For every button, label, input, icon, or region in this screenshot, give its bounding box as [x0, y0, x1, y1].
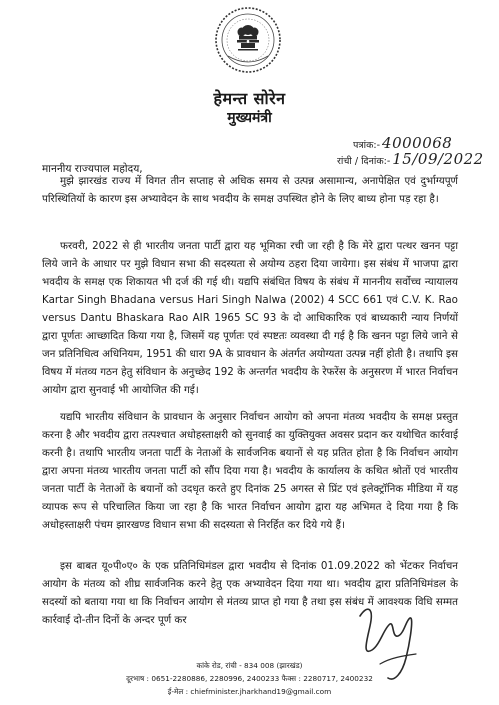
salutation: माननीय राज्यपाल महोदय, — [42, 163, 143, 175]
date-label: रांची / दिनांक — [337, 156, 384, 167]
paragraph-2: फरवरी, 2022 से ही भारतीय जनता पार्टी द्वारा यह भूमिका रची जा रही है कि मेरे द्वारा पत्थर खनन पट्टा लिये जाने के आधार पर मुझे विधान सभा की सदस्यता से अयोग्य ठहरा दिया जायेगा। इस संबंध में भाजपा द्वारा भवदीय के समक्ष एक शिकायत भी दर्ज की गई थी। यद्यपि संबंधित विषय के संबंध में माननीय सर्वोच्च न्यायालय Kartar Singh Bhadana versus Hari Singh Nalwa (2002) 4 SCC 661 एवं C.V. K. Rao versus Dantu Bhaskara Rao AIR 1965 SC 93 के दो आधिकारिक एवं बाध्यकारी न्याय निर्णयों द्वारा पूर्णतः आच्छादित किया गया है, जिसमें यह पूर्णतः एवं स्पष्टतः व्यवस्था दी गई है कि खनन पट्टा लिये जाने से जन प्रतिनिधित्व अधिनियम, 1951 की धारा 9A के प्रावधान के अंतर्गत अयोग्यता उत्पन्न नहीं होती है। तथापि इस विषय में मंतव्य गठन हेतु संविधान के अनुच्छेद 192 के अन्तर्गत भवदीय के रेफरेंस के अनुसरण में भारत निर्वाचन आयोग द्वारा सुनवाई भी आयोजित की गई। — [42, 240, 458, 396]
state-emblem-seal — [214, 6, 282, 74]
patrank-value: 4000068 — [382, 134, 453, 152]
reference-date: रांची / दिनांक:- 15/09/2022 — [337, 150, 484, 168]
sender-designation: मुख्यमंत्री — [227, 110, 272, 126]
reference-number: पत्रांक:- 4000068 — [353, 134, 453, 152]
footer-email: ई-मेल : chiefminister.jharkhand19@gmail.com — [167, 687, 332, 696]
paragraph-4: इस बाबत यू०पी०ए० के एक प्रतिनिधिमंडल द्वारा भवदीय से दिनांक 01.09.2022 को भेंटकर निर्वाचन आयोग के मंतव्य को शीघ्र सार्वजनिक करने हेतु एक अभ्यावेदन दिया गया था। भवदीय द्वारा प्रतिनिधिमंडल के सदस्यों को बताया गया था कि निर्वाचन आयोग से मंतव्य प्राप्त हो गया है तथा इस संबंध में आवश्यक विधि सम्मत कार्रवाई दो-तीन दिनों के अन्दर पूर्ण कर — [42, 560, 458, 626]
date-value: 15/09/2022 — [392, 150, 484, 168]
footer-address: कांके रोड, रांची - 834 008 (झारखंड) — [196, 661, 303, 670]
sender-name: हेमन्त सोरेन — [213, 89, 286, 108]
patrank-label: पत्रांक — [353, 140, 374, 151]
paragraph-1: मुझे झारखंड राज्य में विगत तीन सप्ताह से अधिक समय से उत्पन्न असामान्य, अनापेक्षित एवं दुर्भाग्यपूर्ण परिस्थितियों के कारण इस अभ्यावेदन के साथ भवदीय के समक्ष उपस्थित होने के लिए बाध्य होना पड़ रहा है। — [42, 175, 458, 205]
paragraph-3: यद्यपि भारतीय संविधान के प्रावधान के अनुसार निर्वाचन आयोग को अपना मंतव्य भवदीय के समक्ष प्रस्तुत करना है और भवदीय द्वारा तत्पश्चात अधोहस्ताक्षरी को सुनवाई का युक्तियुक्त अवसर प्रदान कर यथोचित कार्रवाई करनी है। तथापि भारतीय जनता पार्टी के नेताओं के सार्वजनिक बयानों से यह प्रतित होता है कि निर्वाचन आयोग द्वारा अपना मंतव्य भारतीय जनता पार्टी को सौंप दिया गया है। भवदीय के कार्यालय के कथित श्रोतों एवं भारतीय जनता पार्टी के नेताओं के बयानों को उदधृत करते हुए दिनांक 25 अगस्त से प्रिंट एवं इलेक्ट्रॉनिक मीडिया में यह व्यापक रूप से परिचालित किया जा रहा है कि भारत निर्वाचन आयोग द्वारा यह अभिमत दे दिया गया है कि अधोहस्ताक्षरी पंचम झारखण्ड विधान सभा की सदस्यता से निरर्हित कर दिये गये हैं। — [42, 411, 458, 531]
footer-phones: दूरभाष : 0651-2280886, 2280996, 2400233 फैक्स : 2280717, 2400232 — [126, 674, 373, 683]
